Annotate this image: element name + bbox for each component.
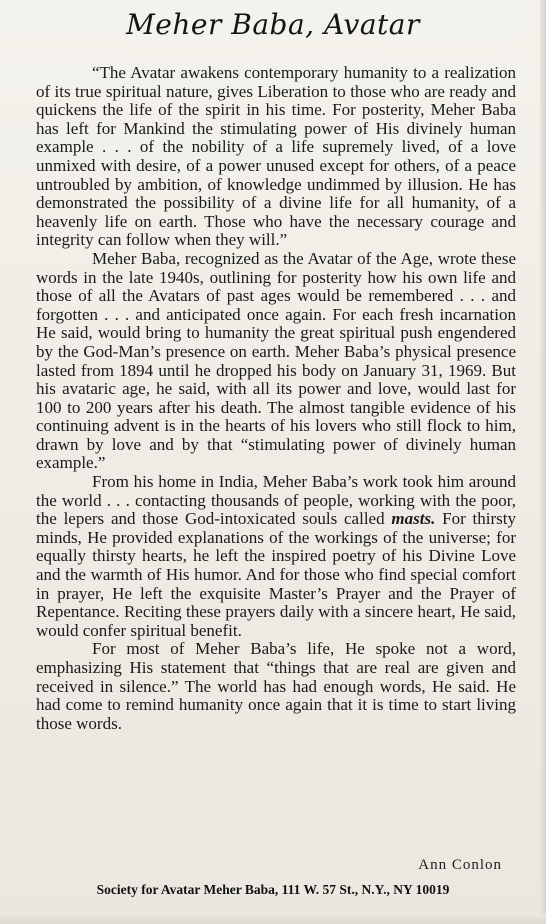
paragraph-history: Meher Baba, recognized as the Avatar of the Age, wrote these words in the late 1940s, outlining for posterity how his own life and those of all the Avatars of past ages would be remembered . . . and forgotten . . . and anticipated once again. For each fresh incarnation He said, would bring to humanity the great spiritual push engendered by the God-Man’s presence on earth. Meher Baba’s physical presence lasted from 1894 until he dropped his body on January 31, 1969. But his avataric age, he said, with all its power and love, would last for 100 to 200 years after his death. The almost tangible evidence of his continuing advent is in the hearts of his lovers who still flock to him, drawn by love and by that “stimulating power of divinely human example.” — [36, 248, 516, 473]
paragraph-work-part-1: From his home in India, Meher Baba’s work took him around the world . . . contacting thousands of people, working with the poor, the lepers and those God-intoxicated souls called — [36, 472, 516, 529]
paragraph-work — [36, 473, 516, 640]
card-edge-shadow — [540, 0, 546, 924]
author-signature: Ann Conlon — [418, 857, 502, 873]
publisher-footer: Society for Avatar Meher Baba, 111 W. 57 St., N.Y., NY 10019 — [96, 882, 450, 897]
paragraph-quote: “The Avatar awakens contemporary humanity to a realization of its true spiritual nature, gives Liberation to those who are ready and quickens the life of the spirit in his time. For posterity, Meher Baba has left for Mankind the stimulating power of His divinely human example . . . of the nobility of a life supremely lived, of a love unmixed with desire, of a power unused except for others, of a peace untroubled by ambition, of knowledge undimmed by illusion. He has demonstrated the possibility of a divine life for all humanity, of a heavenly life on earth. Those who have the necessary courage and integrity can follow when they will.” — [36, 63, 516, 250]
paragraph-silence: For most of Meher Baba’s life, He spoke not a word, emphasizing His statement that “things that are real are given and received in silence.” The world has had enough words, He said. He had come to remind humanity once again that it is time to start living those words. — [36, 639, 516, 733]
paragraph-work-part-2: For thirsty minds, He provided explanations of the workings of the universe; for equally thirsty hearts, he left the inspired poetry of his Divine Love and the warmth of His humor. And for those who find special comfort in prayer, He left the exquisite Master’s Prayer and the Prayer of Repentance. Reciting these prayers daily with a sincere heart, He said, would confer spiritual benefit. — [36, 509, 517, 640]
term-masts: masts. — [391, 509, 436, 529]
card-bottom-shadow — [0, 914, 546, 924]
card-title: Meher Baba, Avatar — [126, 8, 420, 41]
article-body — [36, 64, 516, 733]
